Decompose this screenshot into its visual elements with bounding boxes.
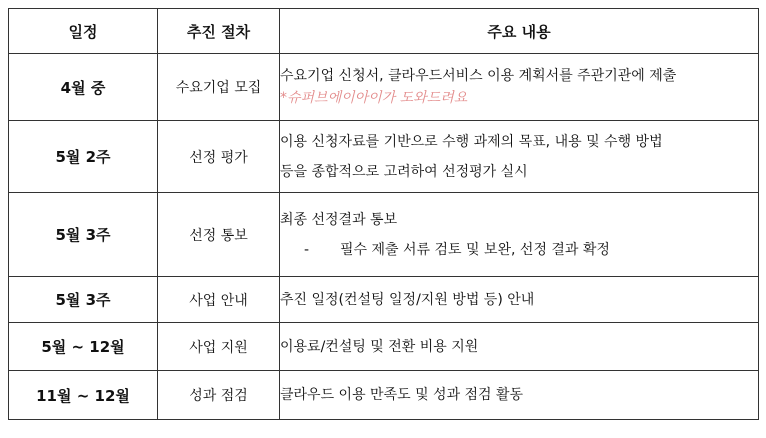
row-period: 11월 ~ 12월 <box>9 371 158 420</box>
row-content <box>280 277 759 323</box>
content-note: *슈퍼브에이아이가 도와드려요 <box>280 90 468 106</box>
table-row <box>9 277 759 323</box>
table-row <box>9 371 759 420</box>
row-period: 5월 2주 <box>9 121 158 193</box>
table-row <box>9 121 759 193</box>
schedule-table <box>8 8 759 420</box>
row-content <box>280 323 759 371</box>
content-line: 이용 신청자료를 기반으로 수행 과제의 목표, 내용 및 수행 방법 <box>280 133 663 150</box>
dash-bullet: - <box>304 241 310 258</box>
row-stage: 선정 통보 <box>158 193 280 277</box>
table-row <box>9 323 759 371</box>
row-period: 5월 3주 <box>9 193 158 277</box>
row-content <box>280 193 759 277</box>
table-row <box>9 193 759 277</box>
row-stage: 선정 평가 <box>158 121 280 193</box>
table-header-row <box>9 9 759 54</box>
header-period: 일정 <box>9 9 158 54</box>
row-period: 5월 ~ 12월 <box>9 323 158 371</box>
row-content <box>280 371 759 420</box>
row-content <box>280 121 759 193</box>
row-period: 5월 3주 <box>9 277 158 323</box>
row-stage: 수요기업 모집 <box>158 54 280 121</box>
header-content: 주요 내용 <box>280 9 759 54</box>
header-stage: 추진 절차 <box>158 9 280 54</box>
row-stage: 사업 안내 <box>158 277 280 323</box>
row-stage: 성과 점검 <box>158 371 280 420</box>
row-stage: 사업 지원 <box>158 323 280 371</box>
row-period: 4월 중 <box>9 54 158 121</box>
table-row <box>9 54 759 121</box>
row-content <box>280 54 759 121</box>
content-line: 추진 일정(컨설팅 일정/지원 방법 등) 안내 <box>280 291 535 308</box>
subitem-text: 필수 제출 서류 검토 및 보완, 선정 결과 확정 <box>340 241 610 258</box>
content-line: 수요기업 신청서, 클라우드서비스 이용 계획서를 주관기관에 제출 <box>280 68 677 84</box>
content-subitem <box>280 235 758 265</box>
content-line: 이용료/컨설팅 및 전환 비용 지원 <box>280 338 479 355</box>
content-line: 등을 종합적으로 고려하여 선정평가 실시 <box>280 163 528 180</box>
content-line: 클라우드 이용 만족도 및 성과 점검 활동 <box>280 387 524 403</box>
content-line: 최종 선정결과 통보 <box>280 211 398 228</box>
